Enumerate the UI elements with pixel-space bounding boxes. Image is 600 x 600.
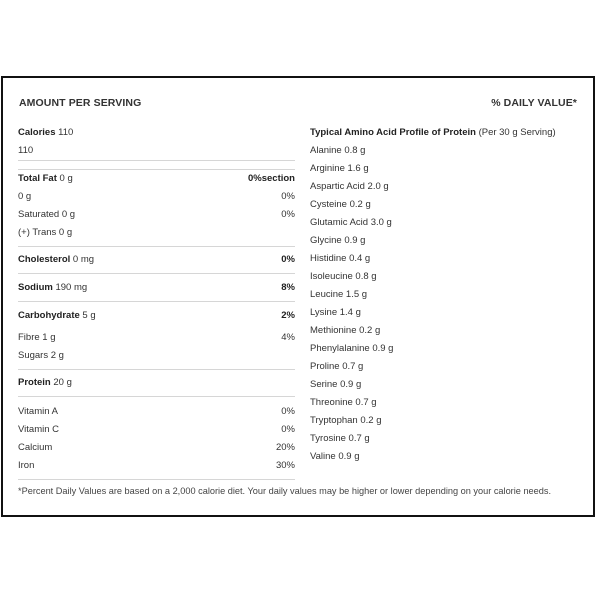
cholesterol-row — [18, 247, 295, 274]
amino-acid-item: Tryptophan 0.2 g — [310, 415, 382, 426]
amino-acid-item: Serine 0.9 g — [310, 379, 362, 390]
amino-title: Typical Amino Acid Profile of Protein — [310, 127, 476, 138]
cholesterol-dv: 0% — [281, 254, 295, 265]
nutrient-row — [18, 329, 295, 347]
nutrient-dv: 0% — [281, 406, 295, 417]
nutrient-row — [18, 439, 295, 457]
cholesterol-label: Cholesterol — [18, 254, 71, 265]
nutrient-row — [18, 457, 295, 480]
amino-acid-item: Leucine 1.5 g — [310, 289, 368, 300]
sodium-dv: 8% — [281, 282, 295, 293]
carbohydrate-label: Carbohydrate — [18, 310, 80, 321]
sodium-row — [18, 274, 295, 302]
nutrient-dv: 0% — [281, 209, 295, 220]
carbohydrate-dv: 2% — [281, 310, 295, 321]
nutrient-label: Sugars 2 g — [18, 350, 64, 361]
amino-acid-item: Valine 0.9 g — [310, 451, 360, 462]
amino-acid-item: Aspartic Acid 2.0 g — [310, 181, 389, 192]
nutrient-row — [18, 403, 295, 421]
total-fat-label: Total Fat — [18, 173, 57, 184]
nutrient-label: Iron — [18, 460, 35, 471]
calories-row — [18, 124, 295, 142]
nutrient-dv: 0% — [281, 191, 295, 202]
calories-sub: 110 — [18, 145, 34, 156]
nutrient-label: Calcium — [18, 442, 53, 453]
amino-acid-item: Histidine 0.4 g — [310, 253, 371, 264]
nutrient-row — [18, 421, 295, 439]
nutrient-table — [18, 124, 295, 480]
nutrient-label: (+) Trans 0 g — [18, 227, 73, 238]
nutrition-panel — [1, 76, 595, 517]
nutrient-row — [18, 347, 295, 370]
sodium-amount: 190 mg — [55, 282, 88, 293]
amount-per-serving-header: AMOUNT PER SERVING — [19, 97, 142, 109]
amino-acid-item: Cysteine 0.2 g — [310, 199, 371, 210]
nutrient-label: Vitamin A — [18, 406, 58, 417]
footnote: *Percent Daily Values are based on a 2,000 calorie diet. Your daily values may be higher or lower depending on your calorie needs. — [18, 486, 552, 496]
sodium-label: Sodium — [18, 282, 53, 293]
amino-acid-item: Proline 0.7 g — [310, 361, 364, 372]
nutrient-label: Fibre 1 g — [18, 332, 56, 343]
nutrient-row — [18, 206, 295, 224]
carbohydrate-row — [18, 302, 295, 329]
amino-acid-item: Lysine 1.4 g — [310, 307, 361, 318]
nutrient-dv: 30% — [275, 460, 295, 471]
amino-acid-item: Glycine 0.9 g — [310, 235, 366, 246]
nutrient-label: 0 g — [18, 191, 32, 202]
amino-acid-item: Arginine 1.6 g — [310, 163, 369, 174]
total-fat-dv: 0%section — [248, 173, 295, 184]
carb-sub-rows — [18, 329, 295, 370]
protein-amount: 20 g — [53, 377, 72, 388]
nutrient-dv: 0% — [281, 424, 295, 435]
nutrient-row — [18, 188, 295, 206]
amino-list — [310, 142, 580, 466]
total-fat-amount: 0 g — [59, 173, 73, 184]
amino-acid-item: Phenylalanine 0.9 g — [310, 343, 394, 354]
nutrient-label: Saturated 0 g — [18, 209, 76, 220]
nutrient-dv: 20% — [275, 442, 295, 453]
amino-acid-item: Glutamic Acid 3.0 g — [310, 217, 392, 228]
daily-value-header: % DAILY VALUE* — [491, 97, 577, 109]
amino-acid-item: Tyrosine 0.7 g — [310, 433, 370, 444]
calories-amount: 110 — [58, 127, 74, 138]
amino-title-suffix: (Per 30 g Serving) — [478, 127, 556, 138]
amino-acid-profile — [310, 124, 580, 466]
amino-acid-item: Threonine 0.7 g — [310, 397, 377, 408]
protein-label: Protein — [18, 377, 51, 388]
protein-row — [18, 370, 295, 397]
vitamin-rows — [18, 403, 295, 480]
nutrient-dv: 4% — [281, 332, 295, 343]
nutrient-label: Vitamin C — [18, 424, 60, 435]
amino-acid-item: Alanine 0.8 g — [310, 145, 366, 156]
nutrient-row — [18, 224, 295, 247]
amino-acid-item: Isoleucine 0.8 g — [310, 271, 377, 282]
carbohydrate-amount: 5 g — [82, 310, 96, 321]
cholesterol-amount: 0 mg — [72, 254, 95, 265]
calories-sub-row — [18, 142, 295, 161]
amino-title-row — [310, 124, 580, 142]
fat-sub-rows — [18, 188, 295, 247]
calories-label: Calories — [18, 127, 56, 138]
total-fat-row — [18, 170, 295, 188]
amino-acid-item: Methionine 0.2 g — [310, 325, 381, 336]
